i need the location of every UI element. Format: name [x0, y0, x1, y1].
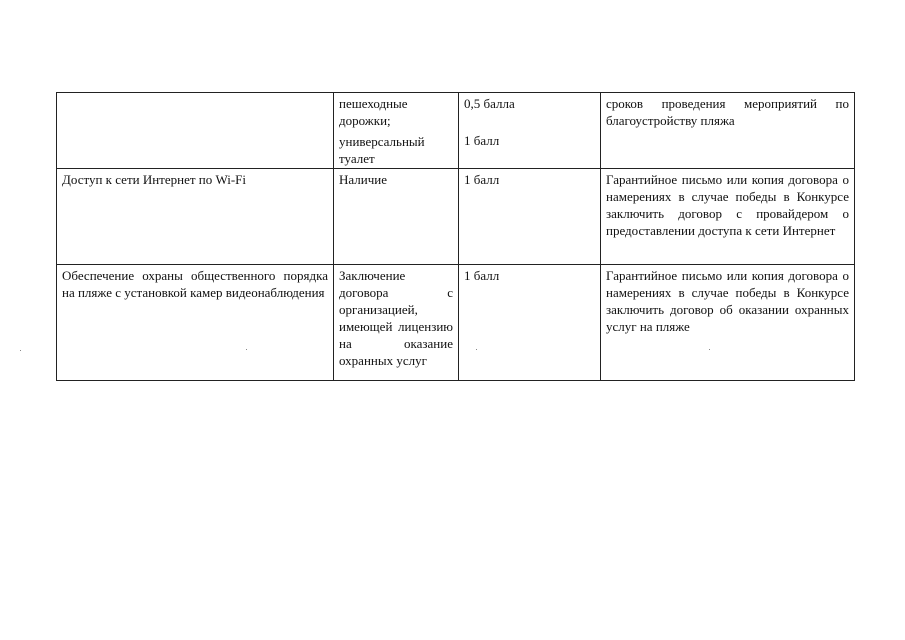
indicator-cell: Заключение договора с организацией, имеющей лицензию на оказание охранных услуг	[334, 265, 459, 381]
table-row	[57, 265, 855, 381]
criterion-cell	[57, 93, 334, 169]
scan-speck	[476, 349, 477, 350]
scan-speck	[20, 350, 21, 351]
criterion-cell: Обеспечение охраны общественного порядка на пляже с установкой камер видеонаблюдения	[57, 265, 334, 381]
scan-speck	[246, 349, 247, 350]
score-cell: 1 балл	[459, 265, 601, 381]
table-row	[57, 93, 855, 169]
document-cell: Гарантийное письмо или копия договора о намерениях в случае победы в Конкурсе заключить договор об оказании охранных услуг на пляже	[601, 265, 855, 381]
indicator-cell	[334, 93, 459, 169]
score-item: 1 балл	[464, 133, 500, 148]
document-cell: сроков проведения мероприятий по благоустройству пляжа	[601, 93, 855, 169]
criterion-cell: Доступ к сети Интернет по Wi-Fi	[57, 169, 334, 265]
indicator-item: пешеходные дорожки;	[339, 96, 408, 128]
score-cell	[459, 93, 601, 169]
criteria-table	[56, 92, 855, 381]
score-cell: 1 балл	[459, 169, 601, 265]
table-row	[57, 169, 855, 265]
score-item: 0,5 балла	[464, 96, 515, 111]
document-cell: Гарантийное письмо или копия договора о намерениях в случае победы в Конкурсе заключить договор с провайдером о предоставлении доступа к сети Интернет	[601, 169, 855, 265]
indicator-item: универсальный туалет	[339, 134, 425, 166]
scan-speck	[709, 349, 710, 350]
indicator-cell: Наличие	[334, 169, 459, 265]
